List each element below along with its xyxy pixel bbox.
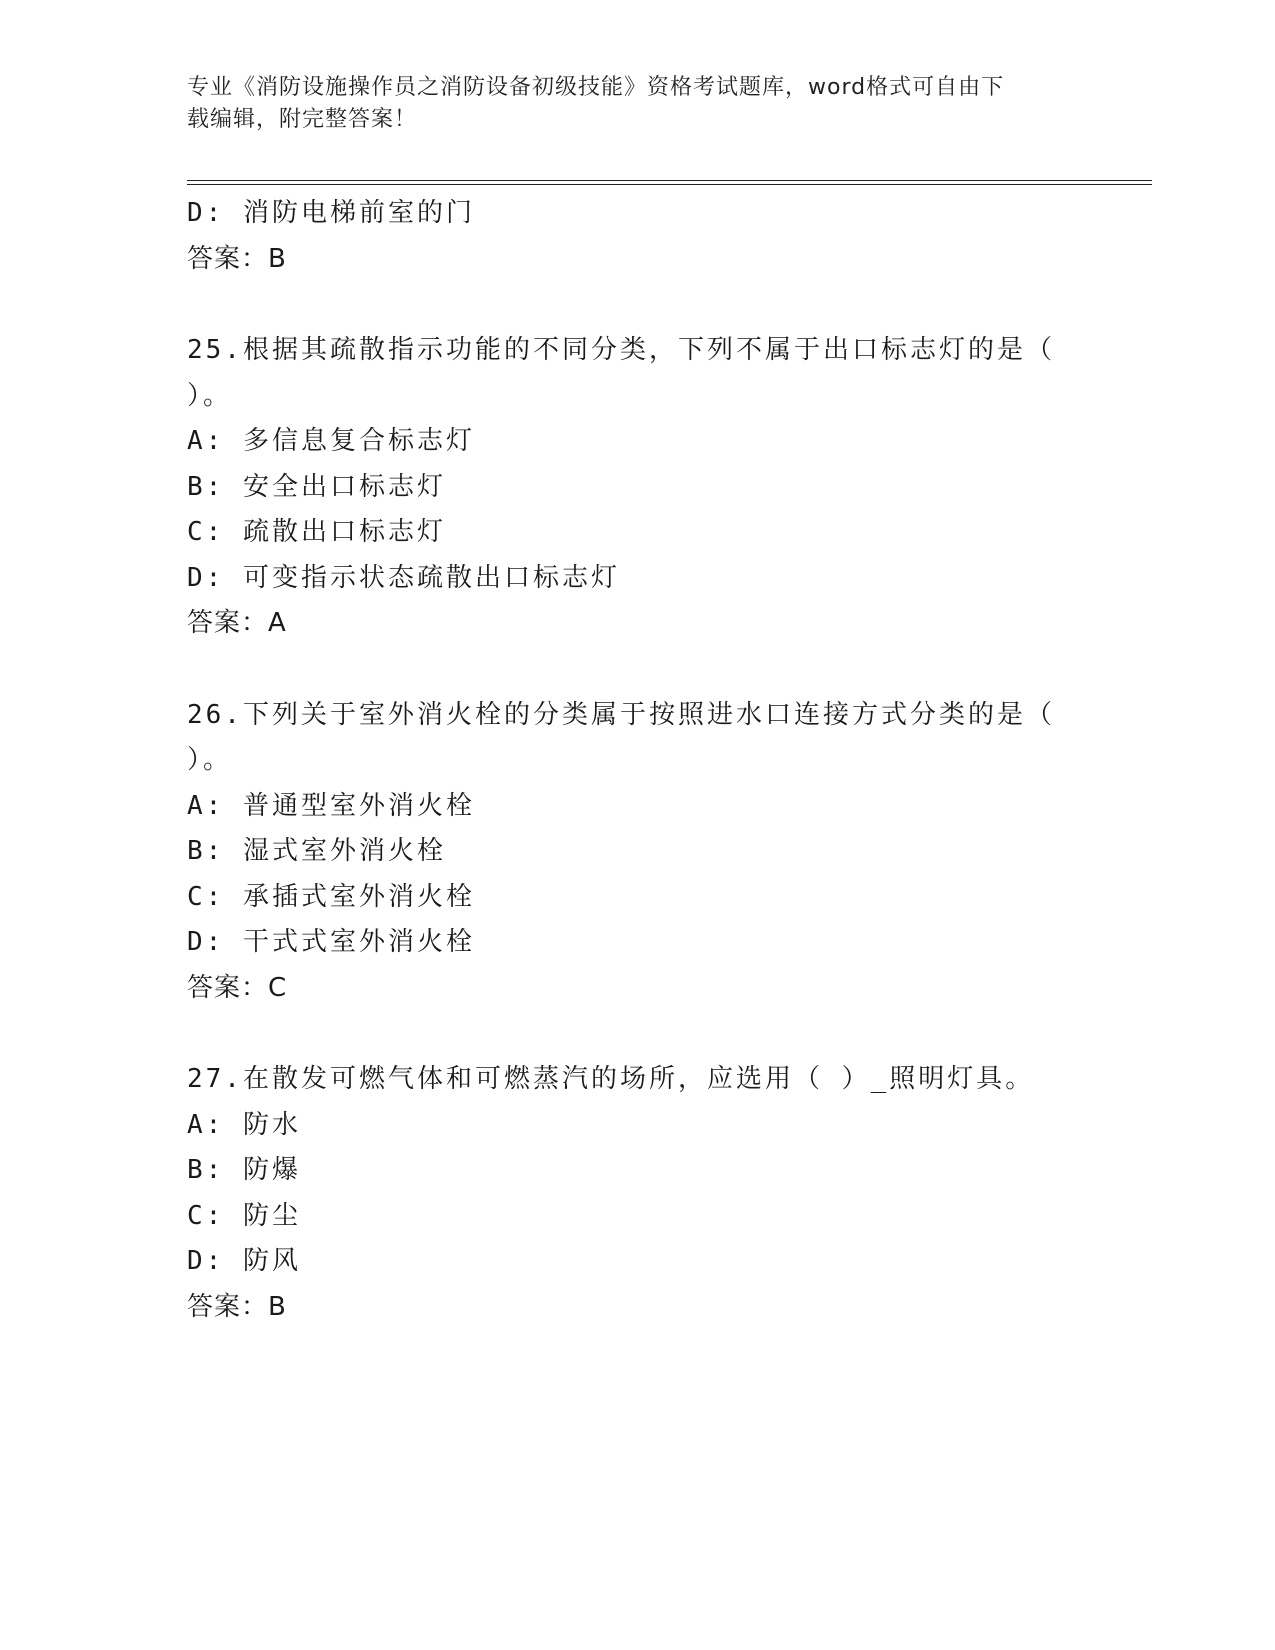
question-text: 27.在散发可燃气体和可燃蒸汽的场所，应选用（ ）_照明灯具。: [187, 1064, 1035, 1094]
option-b: B: 安全出口标志灯: [187, 471, 446, 502]
option-d: D: 干式式室外消火栓: [187, 927, 475, 957]
option-a: A: 普通型室外消火栓: [187, 790, 475, 821]
option-b: B: 湿式室外消火栓: [187, 836, 446, 866]
header-line-1: 专业《消防设施操作员之消防设备初级技能》资格考试题库，word格式可自由下: [187, 75, 1005, 100]
option-c: C: 承插式室外消火栓: [187, 881, 475, 912]
option-c: C: 疏散出口标志灯: [187, 517, 446, 547]
option-b: B: 防爆: [187, 1155, 301, 1185]
option-d: D: 防风: [187, 1246, 301, 1276]
option-a: A: 防水: [187, 1109, 301, 1140]
question-text-cont: ）。: [187, 745, 233, 775]
document-header: [187, 72, 1067, 136]
document-body: [187, 191, 1087, 1330]
option-a: A: 多信息复合标志灯: [187, 426, 475, 456]
question-text: 26.下列关于室外消火栓的分类属于按照进水口连接方式分类的是（: [187, 699, 1055, 730]
prev-option-d: D: 消防电梯前室的门: [187, 198, 475, 228]
option-c: C: 防尘: [187, 1200, 301, 1231]
header-line-2: 载编辑，附完整答案！: [187, 107, 418, 132]
prev-answer: 答案：B: [187, 243, 287, 274]
answer: 答案：C: [187, 972, 288, 1003]
question-text: 25.根据其疏散指示功能的不同分类，下列不属于出口标志灯的是（: [187, 335, 1055, 365]
header-rule-bottom: [187, 184, 1152, 185]
question-text-cont: ）。: [187, 380, 233, 411]
question-26: [187, 693, 1087, 1012]
question-27: [187, 1057, 1087, 1330]
question-25: [187, 328, 1087, 647]
option-d: D: 可变指示状态疏散出口标志灯: [187, 562, 620, 593]
answer: 答案：B: [187, 1291, 287, 1322]
answer: 答案：A: [187, 608, 287, 638]
header-rule-top: [187, 180, 1152, 181]
